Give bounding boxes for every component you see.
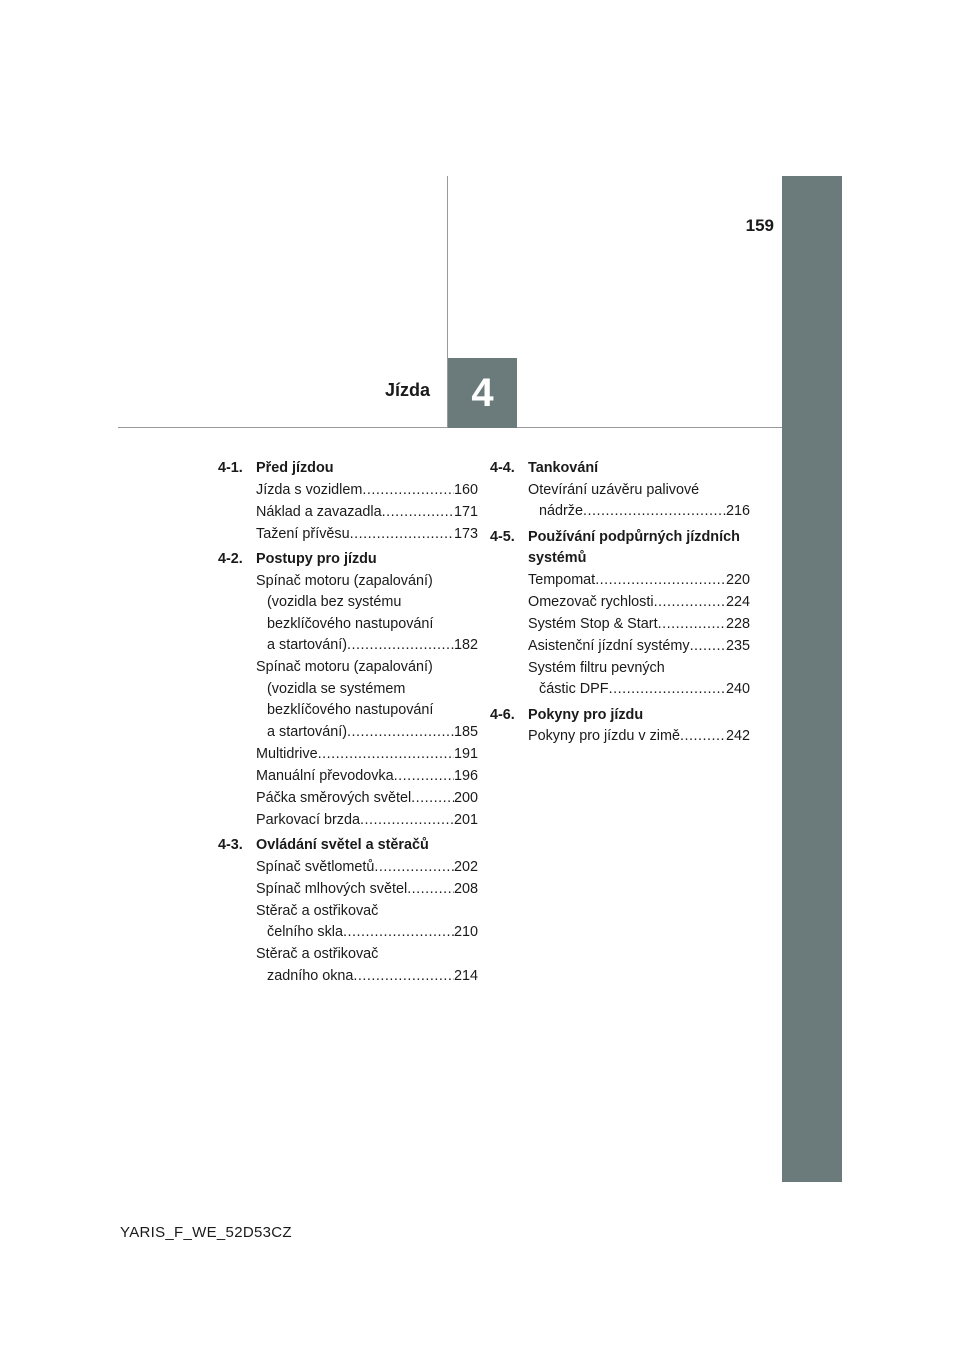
toc-entry-text: zadního okna (267, 967, 354, 984)
toc-entry-page: 240 (725, 681, 750, 697)
toc-entry-page: 160 (453, 481, 478, 498)
toc-entry-leader-line (256, 480, 478, 502)
toc-entry-page: 196 (453, 767, 478, 784)
toc-section-number: 4-3. (218, 837, 243, 853)
toc-dot-leader (318, 744, 454, 766)
toc-entry-line: Stěrač a ostřikovač (256, 902, 379, 919)
toc-entry-page: 235 (725, 637, 750, 654)
toc-dot-leader (353, 966, 454, 988)
toc-entry-page: 224 (725, 593, 750, 610)
toc-entry-leader-line (256, 922, 478, 944)
toc-dot-leader (347, 635, 454, 657)
toc-dot-leader (658, 614, 726, 636)
toc-entry[interactable] (256, 524, 478, 546)
toc-entry[interactable] (528, 614, 750, 636)
chapter-number-box (448, 358, 517, 428)
toc-entry-text: Manuální převodovka (256, 767, 394, 784)
toc-entry[interactable] (256, 788, 478, 810)
toc-entry-leader-line (528, 501, 750, 523)
toc-column-right (490, 458, 750, 752)
toc-column-left (218, 458, 478, 991)
toc-entry-text: Multidrive (256, 745, 318, 762)
toc-section (218, 458, 478, 545)
toc-entry-text: Pokyny pro jízdu v zimě (528, 728, 680, 744)
toc-section (490, 527, 750, 701)
toc-entry[interactable] (528, 636, 750, 658)
toc-entry[interactable] (256, 879, 478, 901)
toc-entry-page: 173 (453, 525, 478, 542)
toc-dot-leader (347, 722, 454, 744)
chapter-side-tab (782, 176, 842, 1182)
toc-entry-leader-line (256, 722, 478, 744)
toc-dot-leader (595, 570, 726, 592)
toc-entry[interactable] (256, 657, 478, 743)
toc-entry-leader-line (528, 636, 750, 658)
toc-section (490, 705, 750, 748)
toc-section-title: Používání podpůrných jízdních systémů (528, 528, 740, 566)
toc-dot-leader (382, 502, 454, 524)
toc-dot-leader (360, 810, 454, 832)
toc-section (218, 549, 478, 831)
toc-entry-text: Omezovač rychlosti (528, 593, 654, 610)
toc-entry-leader-line (528, 726, 750, 748)
toc-entry[interactable] (256, 744, 478, 766)
toc-entry-text: Spínač světlometů (256, 858, 375, 875)
toc-entry[interactable] (256, 901, 478, 944)
toc-section-heading (218, 549, 478, 571)
toc-dot-leader (690, 636, 726, 658)
toc-entry-page: 214 (453, 967, 478, 984)
toc-entry-leader-line (256, 788, 478, 810)
toc-dot-leader (362, 480, 454, 502)
toc-entry-page: 228 (725, 615, 750, 632)
toc-entry-page: 185 (453, 723, 478, 740)
toc-entry-page: 216 (725, 503, 750, 519)
toc-entry-text: Tempomat (528, 571, 596, 588)
toc-entry-text: a startování) (267, 723, 347, 740)
toc-entry-line: (vozidla bez systému (267, 594, 402, 610)
toc-entry[interactable] (528, 480, 750, 523)
toc-dot-leader (411, 788, 454, 810)
toc-entry[interactable] (528, 726, 750, 748)
toc-entry-text: Asistenční jízdní systémy (528, 637, 690, 654)
toc-section-title: Tankování (528, 460, 599, 476)
chapter-title: Jízda (384, 380, 430, 400)
toc-entry-leader-line (256, 966, 478, 988)
toc-entry-line: Systém filtru pevných (528, 659, 665, 676)
toc-section-heading (490, 705, 750, 727)
toc-entry-line: Spínač motoru (zapalování) (256, 659, 433, 675)
toc-dot-leader (394, 766, 454, 788)
toc-entry-page: 208 (453, 880, 478, 897)
toc-entry-text: Náklad a zavazadla (256, 503, 382, 520)
toc-section-heading (218, 458, 478, 480)
toc-entry[interactable] (528, 658, 750, 701)
toc-section-heading (218, 835, 478, 857)
toc-entry-text: Tažení přívěsu (256, 525, 350, 542)
toc-entry[interactable] (256, 944, 478, 987)
toc-dot-leader (374, 857, 454, 879)
toc-section-number: 4-4. (490, 460, 515, 476)
toc-entry-page: 171 (453, 503, 478, 520)
toc-section-title: Ovládání světel a stěračů (256, 837, 429, 853)
toc-entry-text: Systém Stop & Start (528, 615, 658, 632)
toc-entry-text: čelního skla (267, 924, 343, 940)
toc-entry-line: (vozidla se systémem (267, 680, 406, 697)
toc-entry-leader-line (256, 524, 478, 546)
toc-entry-page: 220 (725, 571, 750, 588)
toc-entry-leader-line (528, 614, 750, 636)
toc-section (218, 835, 478, 987)
page-number: 159 (745, 216, 774, 235)
toc-entry-text: Páčka směrových světel (256, 789, 412, 806)
toc-section-title: Před jízdou (256, 460, 334, 476)
toc-entry[interactable] (256, 810, 478, 832)
toc-dot-leader (583, 501, 726, 523)
toc-entry-text: Jízda s vozidlem (256, 481, 363, 498)
toc-section-number: 4-5. (490, 528, 515, 545)
toc-entry-page: 210 (453, 924, 478, 940)
toc-entry-page: 242 (725, 728, 750, 744)
toc-entry-leader-line (528, 592, 750, 614)
toc-entry-leader-line (528, 679, 750, 701)
toc-entry-leader-line (256, 879, 478, 901)
toc-section-number: 4-6. (490, 706, 515, 723)
toc-dot-leader (609, 679, 726, 701)
toc-entry-text: a startování) (267, 637, 347, 653)
toc-entry-line: Otevírání uzávěru palivové (528, 481, 700, 498)
toc-entry-text: nádrže (539, 503, 584, 519)
toc-section-number: 4-1. (218, 460, 243, 476)
toc-entry-leader-line (256, 857, 478, 879)
toc-section (490, 458, 750, 523)
toc-entry-leader-line (256, 744, 478, 766)
toc-entry-line: Stěrač a ostřikovač (256, 946, 379, 962)
toc-dot-leader (407, 879, 454, 901)
toc-entry[interactable] (528, 592, 750, 614)
toc-section-title: Postupy pro jízdu (256, 551, 377, 567)
toc-section-heading (490, 458, 750, 480)
toc-dot-leader (343, 922, 454, 944)
toc-entry-page: 182 (453, 637, 478, 653)
chapter-number: 4 (471, 370, 494, 415)
toc-entry-line: Spínač motoru (zapalování) (256, 572, 433, 589)
toc-section-number: 4-2. (218, 551, 243, 567)
toc-entry-leader-line (256, 502, 478, 524)
toc-entry-leader-line (256, 635, 478, 657)
toc-entry-leader-line (256, 766, 478, 788)
toc-entry-line: bezklíčového nastupování (267, 615, 434, 632)
toc-entry-leader-line (256, 810, 478, 832)
toc-dot-leader (350, 524, 454, 546)
toc-section-heading (490, 527, 750, 570)
toc-entry-text: částic DPF (539, 681, 609, 697)
toc-entry-leader-line (528, 570, 750, 592)
toc-entry[interactable] (256, 857, 478, 879)
document-code: YARIS_F_WE_52D53CZ (120, 1224, 292, 1241)
toc-entry[interactable] (256, 502, 478, 524)
toc-entry-page: 202 (453, 858, 478, 875)
toc-dot-leader (654, 592, 726, 614)
toc-entry-page: 201 (453, 811, 478, 828)
toc-entry-text: Parkovací brzda (256, 811, 360, 828)
toc-entry[interactable] (256, 571, 478, 657)
toc-section-title: Pokyny pro jízdu (528, 706, 644, 723)
toc-entry[interactable] (256, 766, 478, 788)
toc-dot-leader (680, 726, 726, 748)
toc-entry[interactable] (528, 570, 750, 592)
toc-entry[interactable] (256, 480, 478, 502)
toc-entry-line: bezklíčového nastupování (267, 702, 434, 718)
toc-entry-page: 200 (453, 789, 478, 806)
toc-entry-text: Spínač mlhových světel (256, 880, 408, 897)
toc-entry-page: 191 (453, 745, 478, 762)
